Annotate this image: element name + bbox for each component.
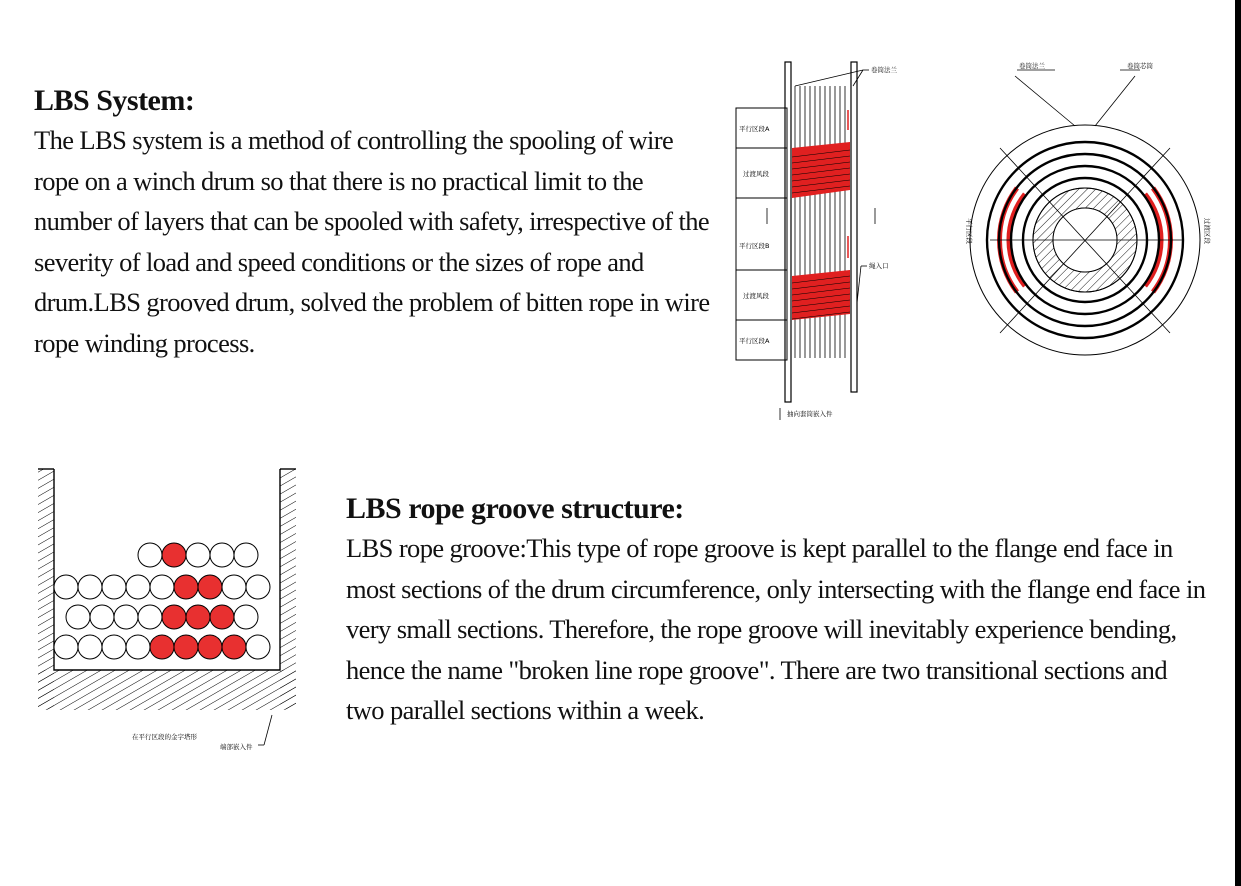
label-pyramid-caption: 在平行区段的金字塔形 [132,733,197,741]
label-transition-bottom: 过渡风段 [743,292,769,300]
rope-groove-body: LBS rope groove:This type of rope groove is kept parallel to the flange end face in most sections of the drum circumference, only intersecting with the flange end face in very small sections. Therefore, the rope groove will inevitably experience bending, hence the name "broken line rope groove". There are two transitional sections and two parallel sections within a week. [346,533,1206,726]
label-end-insert: 端部嵌入件 [220,743,253,751]
right-edge-bar [1235,0,1241,886]
label-transition-top: 过渡风段 [743,170,769,178]
label-left-vertical: 平行区段 [965,218,973,244]
rope-groove-heading: LBS rope groove structure: [346,492,684,525]
drum-end-diagram [955,58,1225,398]
label-parallel-b: 平行区段B [739,242,770,250]
rope-stack-diagram [36,465,306,755]
label-rope-entry: 绳入口 [869,262,889,270]
section-rope-groove-structure [346,490,1206,731]
label-parallel-a-bottom: 平行区段A [739,337,770,345]
label-axial-insert: 抽向套筒嵌入件 [787,410,833,418]
label-parallel-a-top: 平行区段A [739,125,770,133]
label-flange-side: 卷筒法兰 [871,66,897,74]
section-lbs-system [34,82,714,364]
label-core: 卷筒芯筒 [1127,62,1153,70]
drum-side-diagram [735,58,910,420]
label-flange-end: 卷筒法兰 [1019,62,1045,70]
lbs-system-body: The LBS system is a method of controlling the spooling of wire rope on a winch drum so that there is no practical limit to the number of layers that can be spooled with safety, irrespective of the severity of load and speed conditions or the sizes of rope and drum.LBS grooved drum, solved the problem of bitten rope in wire rope winding process. [34,125,710,358]
lbs-system-heading: LBS System: [34,84,195,117]
label-right-vertical: 过渡区段 [1203,218,1211,244]
